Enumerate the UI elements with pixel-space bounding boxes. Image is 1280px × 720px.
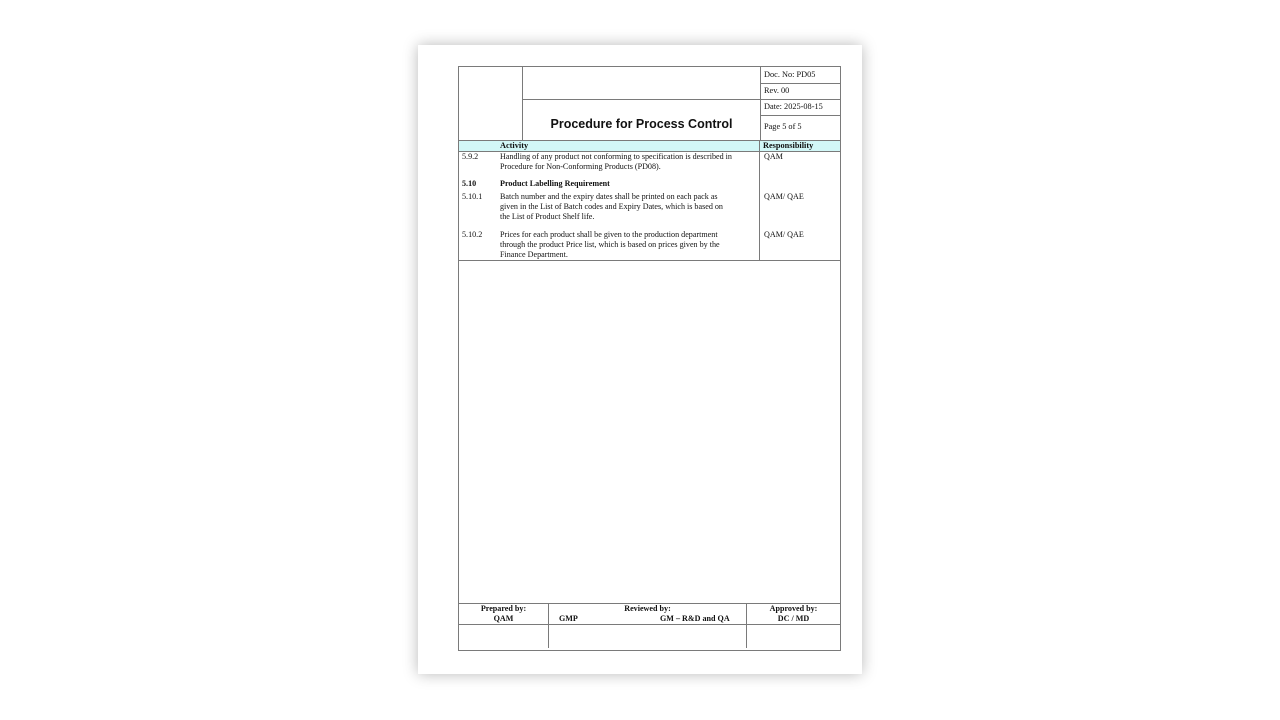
prepared-by-value: QAM (493, 614, 514, 623)
row-activity-line: Procedure for Non-Conforming Products (PD08). (500, 162, 661, 171)
issue-date: Date: 2025-08-15 (764, 102, 823, 111)
document-title: Procedure for Process Control (550, 117, 733, 131)
row-activity-line: through the product Price list, which is based on prices given by the (500, 240, 720, 249)
responsibility-column-header: Responsibility (763, 141, 814, 150)
prepared-by-label: Prepared by: (480, 604, 527, 613)
row-responsibility: QAM/ QAE (764, 192, 804, 201)
prepared-signature-cell (459, 625, 548, 649)
reviewed-by-value-gm: GM – R&D and QA (660, 614, 730, 623)
activity-column-header: Activity (500, 141, 529, 150)
row-number: 5.10.1 (462, 192, 483, 201)
approved-signature-cell (747, 625, 840, 649)
section-number: 5.10 (462, 179, 477, 188)
reviewed-signature-cell (549, 625, 746, 649)
revision: Rev. 00 (764, 86, 790, 95)
row-activity-line: the List of Product Shelf life. (500, 212, 595, 221)
page-frame (458, 66, 841, 651)
meta-divider-1 (760, 83, 841, 84)
reviewed-by-value-gmp: GMP (559, 614, 578, 623)
header-meta-divider (760, 67, 761, 140)
responsibility-column-divider (759, 140, 760, 261)
row-responsibility: QAM/ QAE (764, 230, 804, 239)
meta-divider-3 (760, 115, 841, 116)
meta-divider-2 (760, 99, 841, 100)
section-heading: Product Labelling Requirement (500, 179, 610, 188)
header-title-divider (522, 99, 760, 100)
document-page (418, 45, 862, 674)
approved-by-value: DC / MD (777, 614, 810, 623)
row-activity-line: Handling of any product not conforming to specification is described in (500, 152, 732, 161)
row-number: 5.9.2 (462, 152, 479, 161)
row-activity-line: Prices for each product shall be given to the production department (500, 230, 718, 239)
row-activity-line: Finance Department. (500, 250, 568, 259)
row-activity-line: given in the List of Batch codes and Expiry Dates, which is based on (500, 202, 723, 211)
doc-number: Doc. No: PD05 (764, 70, 816, 79)
page-number: Page 5 of 5 (764, 122, 802, 131)
row-number: 5.10.2 (462, 230, 483, 239)
row-activity-line: Batch number and the expiry dates shall be printed on each pack as (500, 192, 718, 201)
reviewed-by-label: Reviewed by: (624, 604, 671, 613)
logo-cell (459, 67, 522, 140)
row-responsibility: QAM (764, 152, 783, 161)
approved-by-label: Approved by: (769, 604, 818, 613)
